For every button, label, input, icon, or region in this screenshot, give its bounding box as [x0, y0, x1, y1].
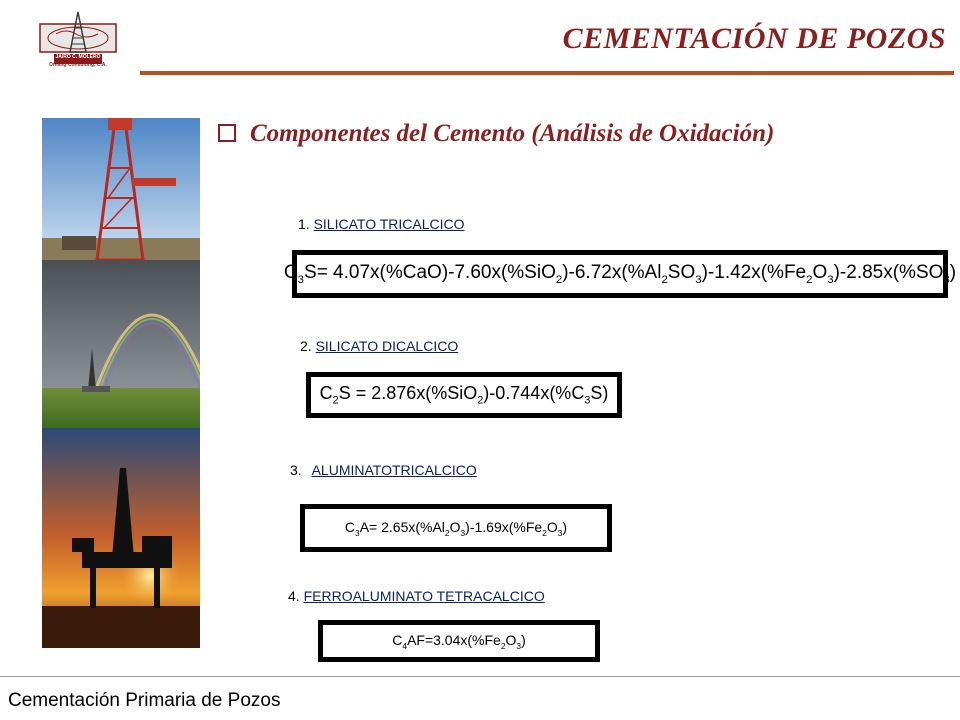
- rainbow-field-rig-photo: [42, 260, 200, 428]
- item-aluminato-tricalcico: [290, 462, 477, 478]
- item-silicato-tricalcico: [298, 216, 465, 232]
- formula-c4af-text: $C_4AF=3.04x(\%Fe_2O_3)$: [392, 631, 526, 651]
- formula-c3a-text: $C_3A= 2.65x(\%Al_2O_3)-1.69x(\%Fe_2O_3)$: [344, 518, 568, 538]
- header-divider: [140, 71, 954, 75]
- logo-text: [36, 54, 120, 68]
- item-name: SILICATO DICALCICO: [315, 338, 459, 354]
- section-title: [218, 120, 774, 148]
- formula-c3s-text: $C_3S= 4.07x(\%CaO)-7.60x(\%SiO_2)-6.72x(\%Al_2SO_3)-1.42x(\%Fe_2O_3)-2.85x(\%SO_3)$: [283, 262, 957, 286]
- item-silicato-dicalcico: [300, 338, 458, 354]
- item-name: ALUMINATOTRICALCICO: [311, 462, 477, 478]
- photo-strip: [42, 118, 200, 648]
- logo-line-1: JAIRO C. MOLERO: [55, 54, 101, 60]
- item-name: SILICATO TRICALCICO: [313, 216, 465, 232]
- logo-line-2: Drilling Consulting, C.A.: [49, 62, 107, 68]
- formula-c4af: [318, 620, 600, 662]
- item-ferroaluminato-tetracalcico: [288, 588, 545, 604]
- checkbox-bullet-icon: [218, 124, 236, 142]
- formula-c3s: [283, 250, 957, 298]
- item-number: 2.: [300, 338, 312, 354]
- item-number: 1.: [298, 216, 310, 232]
- section-title-text: Componentes del Cemento (Análisis de Oxidación): [250, 120, 775, 147]
- drilling-rig-photo: [42, 118, 200, 260]
- page-title: CEMENTACIÓN DE POZOS: [562, 22, 946, 55]
- formula-c2s: [306, 372, 622, 418]
- formula-c3a: [300, 504, 612, 552]
- footer-text: Cementación Primaria de Pozos: [8, 690, 281, 711]
- item-number: 4.: [288, 588, 300, 604]
- item-number: 3.: [290, 462, 302, 478]
- item-name: FERROALUMINATO TETRACALCICO: [303, 588, 545, 604]
- footer-divider: [0, 676, 960, 677]
- formula-c2s-text: $C_2S = 2.876x(\%SiO_2)-0.744x(\%C_3S)$: [319, 383, 609, 407]
- offshore-rig-sunset-photo: [42, 428, 200, 648]
